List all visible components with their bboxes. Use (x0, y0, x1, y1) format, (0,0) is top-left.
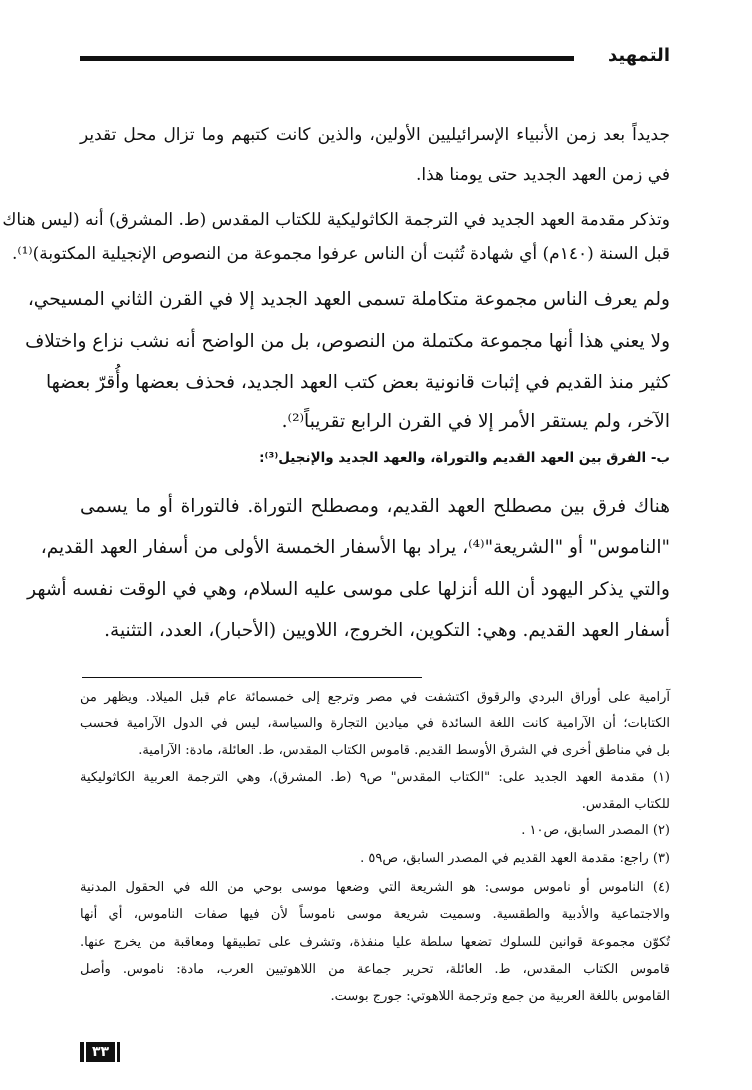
body-line: كثير منذ القديم في إثبات قانونية بعض كتب العهد الجديد، فحذف بعضها وأُقرّ بعضها (45, 372, 670, 393)
page-number (80, 1042, 120, 1062)
footnote-line: والاجتماعية والأدبية والطقسية. وسميت شريعة موسى ناموساً لأن فيها صفات الناموس، أي أنها (80, 907, 670, 922)
footnote-line: (٣) راجع: مقدمة العهد القديم في المصدر السابق، ص٥٩ . (360, 851, 670, 866)
body-line: جديداً بعد زمن الأنبياء الإسرائيليين الأولين، والذين كانت كتبهم وما تزال محل تقدير (80, 125, 670, 145)
page-number-bar (80, 1042, 84, 1062)
footnote-line: آرامية على أوراق البردي والرقوق اكتشفت في مصر وترجع إلى خمسمائة عام قبل الميلاد. ويظهر من (80, 690, 670, 705)
body-line: وتذكر مقدمة العهد الجديد في الترجمة الكاثوليكية للكتاب المقدس (ط. المشرق) أنه (ليس هناك (2, 210, 670, 230)
footnote-line: قاموس الكتاب المقدس، ط. العائلة، تحرير جماعة من اللاهوتيين العرب، مادة: ناموس. وأصل (80, 962, 670, 977)
body-line: ولا يعني هذا أنها مجموعة مكتملة من النصوص، بل من الواضح أنه نشب نزاع واختلاف (25, 331, 670, 352)
footnote-line: (٤) الناموس أو ناموس موسى: هو الشريعة التي وضعها موسى بوحي من الله في الحقول المدنية (80, 880, 670, 895)
body-line: هناك فرق بين مصطلح العهد القديم، ومصطلح التوراة. فالتوراة أو ما يسمى (80, 496, 670, 517)
page-number-text: ٣٣ (86, 1042, 115, 1062)
body-line: قبل السنة (١٤٠م) أي شهادة تُثبت أن الناس عرفوا مجموعة من النصوص الإنجيلية المكتوبة)⁽¹⁾. (11, 244, 670, 264)
header-rule (80, 56, 574, 61)
body-line: الآخر، ولم يستقر الأمر إلا في القرن الرابع تقريباً⁽²⁾. (281, 411, 670, 432)
body-line: ولم يعرف الناس مجموعة متكاملة تسمى العهد الجديد إلا في القرن الثاني المسيحي، (27, 289, 670, 310)
section-subheading: ب- الفرق بين العهد القديم والتوراة، والعهد الجديد والإنجيل⁽³⁾: (259, 450, 670, 466)
footnote-line: للكتاب المقدس. (581, 797, 670, 812)
footnote-line: (١) مقدمة العهد الجديد على: "الكتاب المقدس" ص٩ (ط. المشرق)، وهي الترجمة العربية الكاثوليكية (80, 770, 670, 785)
chapter-title: التمهيد (608, 45, 670, 66)
body-line: "الناموس" أو "الشريعة"⁽⁴⁾، يراد بها الأسفار الخمسة الأولى من أسفار العهد القديم، (40, 537, 670, 558)
footnote-line: الكتابات؛ أن الآرامية كانت اللغة السائدة في ميادين التجارة والسياسة، ليس في الدول الآرامية فحسب (80, 716, 670, 731)
page-number-bar (117, 1042, 120, 1062)
body-line: في زمن العهد الجديد حتى يومنا هذا. (415, 165, 670, 185)
footnote-rule (82, 677, 422, 678)
footnote-line: بل في مناطق أخرى في الشرق الأوسط القديم. قاموس الكتاب المقدس، ط. العائلة، مادة: الآرامية. (138, 743, 670, 758)
footnote-line: (٢) المصدر السابق، ص١٠ . (521, 823, 670, 838)
body-line: أسفار العهد القديم. وهي: التكوين، الخروج، اللاويين (الأحبار)، العدد، التثنية. (104, 620, 670, 641)
body-line: والتي يذكر اليهود أن الله أنزلها على موسى عليه السلام، وهي في الوقت نفسه أشهر (27, 579, 670, 600)
footnote-line: القاموس باللغة العربية من جمع وترجمة اللاهوتي: جورج بوست. (330, 989, 670, 1004)
footnote-line: تُكوّن مجموعة قوانين للسلوك تضعها سلطة عليا منفذة، وتشرف على تطبيقها ومعاقبة من يخرج عنها. (80, 935, 670, 950)
